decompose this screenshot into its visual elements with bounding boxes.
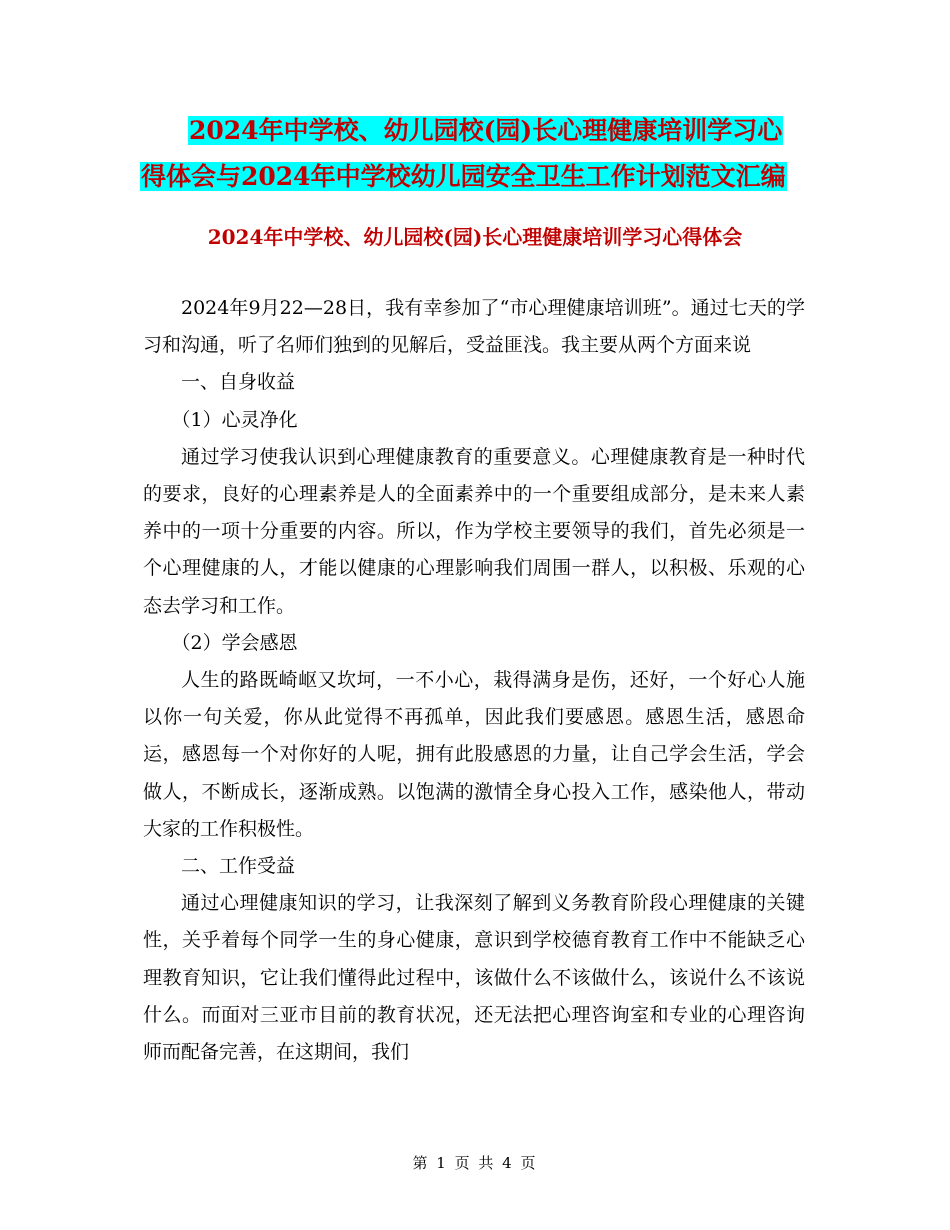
paragraph-intro: 2024年9月22—28日，我有幸参加了“市心理健康培训班”。通过七天的学习和沟通，听了名师们独到的见解后，受益匪浅。我主要从两个方面来说 bbox=[143, 297, 805, 357]
title-line-1: 2024年中学校、幼儿园校(园)长心理健康培训学习心 bbox=[189, 116, 783, 145]
heading-work-benefit: 二、工作受益 bbox=[181, 855, 296, 878]
paragraph-purification: 通过学习使我认识到心理健康教育的重要意义。心理健康教育是一种时代的要求，良好的心理素养是人的全面素养中的一个重要组成部分，是未来人素养中的一项十分重要的内容。所以，作为学校主要领导的我们，首先必须是一个心理健康的人，才能以健康的心理影响我们周围一群人，以积极、乐观的心态去学习和工作。 bbox=[143, 445, 805, 617]
subheading-gratitude: （2）学会感恩 bbox=[171, 631, 298, 654]
document-body bbox=[143, 290, 805, 1071]
paragraph-gratitude: 人生的路既崎岖又坎坷，一不小心，栽得满身是伤，还好，一个好心人施以你一句关爱，你从此觉得不再孤单，因此我们要感恩。感恩生活，感恩命运，感恩每一个对你好的人呢，拥有此股感恩的力量，让自己学会生活，学会做人，不断成长，逐渐成熟。以饱满的激情全身心投入工作，感染他人，带动大家的工作积极性。 bbox=[143, 669, 805, 840]
page-footer: 第 1 页 共 4 页 bbox=[412, 1154, 538, 1172]
section-heading: 2024年中学校、幼儿园校(园)长心理健康培训学习心得体会 bbox=[207, 225, 743, 249]
heading-self-benefit: 一、自身收益 bbox=[181, 371, 296, 394]
document-title bbox=[140, 108, 820, 200]
title-line-2: 得体会与2024年中学校幼儿园安全卫生工作计划范文汇编 bbox=[141, 162, 786, 191]
subheading-purification: （1）心灵净化 bbox=[171, 408, 298, 431]
paragraph-work-benefit: 通过心理健康知识的学习，让我深刻了解到义务教育阶段心理健康的关键性，关乎着每个同学一生的身心健康，意识到学校德育教育工作中不能缺乏心理教育知识，它让我们懂得此过程中，该做什么不该做什么，该说什么不该说什么。而面对三亚市目前的教育状况，还无法把心理咨询室和专业的心理咨询师而配备完善，在这期间，我们 bbox=[143, 892, 805, 1064]
